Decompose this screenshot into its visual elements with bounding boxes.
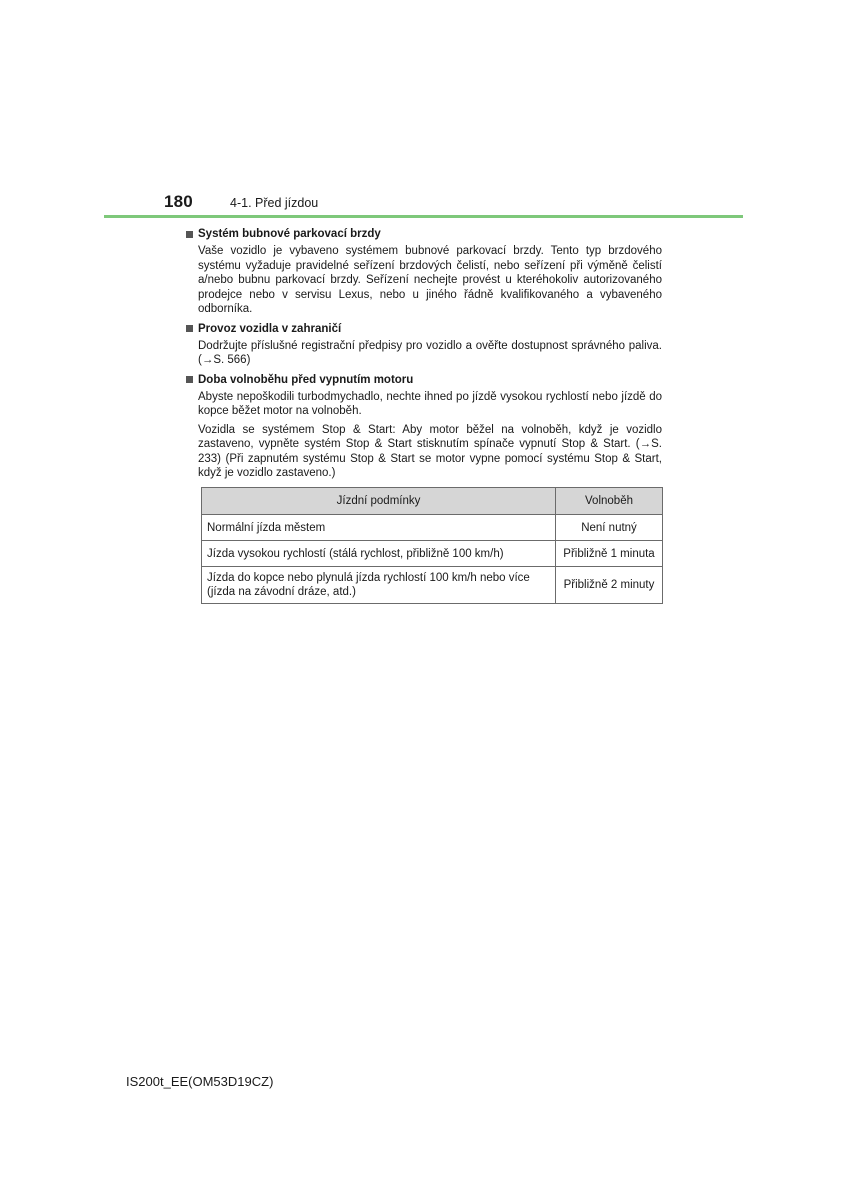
section-idle-time (186, 372, 662, 481)
paragraph: Abyste nepoškodili turbodmychadlo, nechte ihned po jízdě vysokou rychlostí nebo jízdě do kopce běžet motor na volnoběh. (198, 390, 662, 417)
footer-code: IS200t_EE(OM53D19CZ) (126, 1074, 274, 1089)
table-cell: Přibližně 2 minuty (556, 567, 663, 604)
square-bullet-icon (186, 231, 193, 238)
table-cell: Jízda do kopce nebo plynulá jízda rychlostí 100 km/h nebo více (jízda na závodní dráze, atd.) (202, 567, 556, 604)
table-header-row (202, 488, 663, 515)
subheading (186, 321, 662, 337)
square-bullet-icon (186, 376, 193, 383)
table-row (202, 515, 663, 541)
page-number: 180 (164, 192, 193, 211)
square-bullet-icon (186, 325, 193, 332)
table-row (202, 541, 663, 567)
table-cell: Přibližně 1 minuta (556, 541, 663, 567)
idle-conditions-table (201, 487, 663, 604)
table-header-cell: Jízdní podmínky (202, 488, 556, 515)
section-title: 4-1. Před jízdou (230, 196, 319, 210)
table-cell: Jízda vysokou rychlostí (stálá rychlost, přibližně 100 km/h) (202, 541, 556, 567)
section-abroad (186, 321, 662, 368)
subheading-text: Doba volnoběhu před vypnutím motoru (198, 373, 414, 386)
subheading (186, 372, 662, 388)
paragraph: Dodržujte příslušné registrační předpisy pro vozidlo a ověřte dostupnost správného paliva. (→S. 566) (198, 339, 662, 366)
subheading-text: Provoz vozidla v zahraničí (198, 322, 342, 335)
table-header-cell: Volnoběh (556, 488, 663, 515)
content-body (186, 226, 662, 485)
section-parking-brake (186, 226, 662, 317)
paragraph: Vaše vozidlo je vybaveno systémem bubnové parkovací brzdy. Tento typ brzdového systému vyžaduje pravidelné seřízení brzdových čelistí, nebo seřízení při výměně čelistí a/nebo bubnu parkovací brzdy. Seřízení nechejte provést u kteréhokoliv autorizovaného prodejce nebo v servisu Lexus, nebo u jiného řádně kvalifikovaného a vybaveného odborníka. (198, 245, 662, 315)
header-rule (104, 215, 743, 218)
table-row (202, 567, 663, 604)
subheading-text: Systém bubnové parkovací brzdy (198, 228, 381, 240)
subheading (186, 226, 662, 242)
table-cell: Není nutný (556, 515, 663, 541)
paragraph: Vozidla se systémem Stop & Start: Aby motor běžel na volnoběh, když je vozidlo zastaveno, vypněte systém Stop & Start stisknutím spínače vypnutí Stop & Start. (→S. 233) (Při zapnutém systému Stop & Start se motor vypne pomocí systému Stop & Start, když je vozidlo zastaveno.) (198, 423, 662, 479)
table-cell: Normální jízda městem (202, 515, 556, 541)
